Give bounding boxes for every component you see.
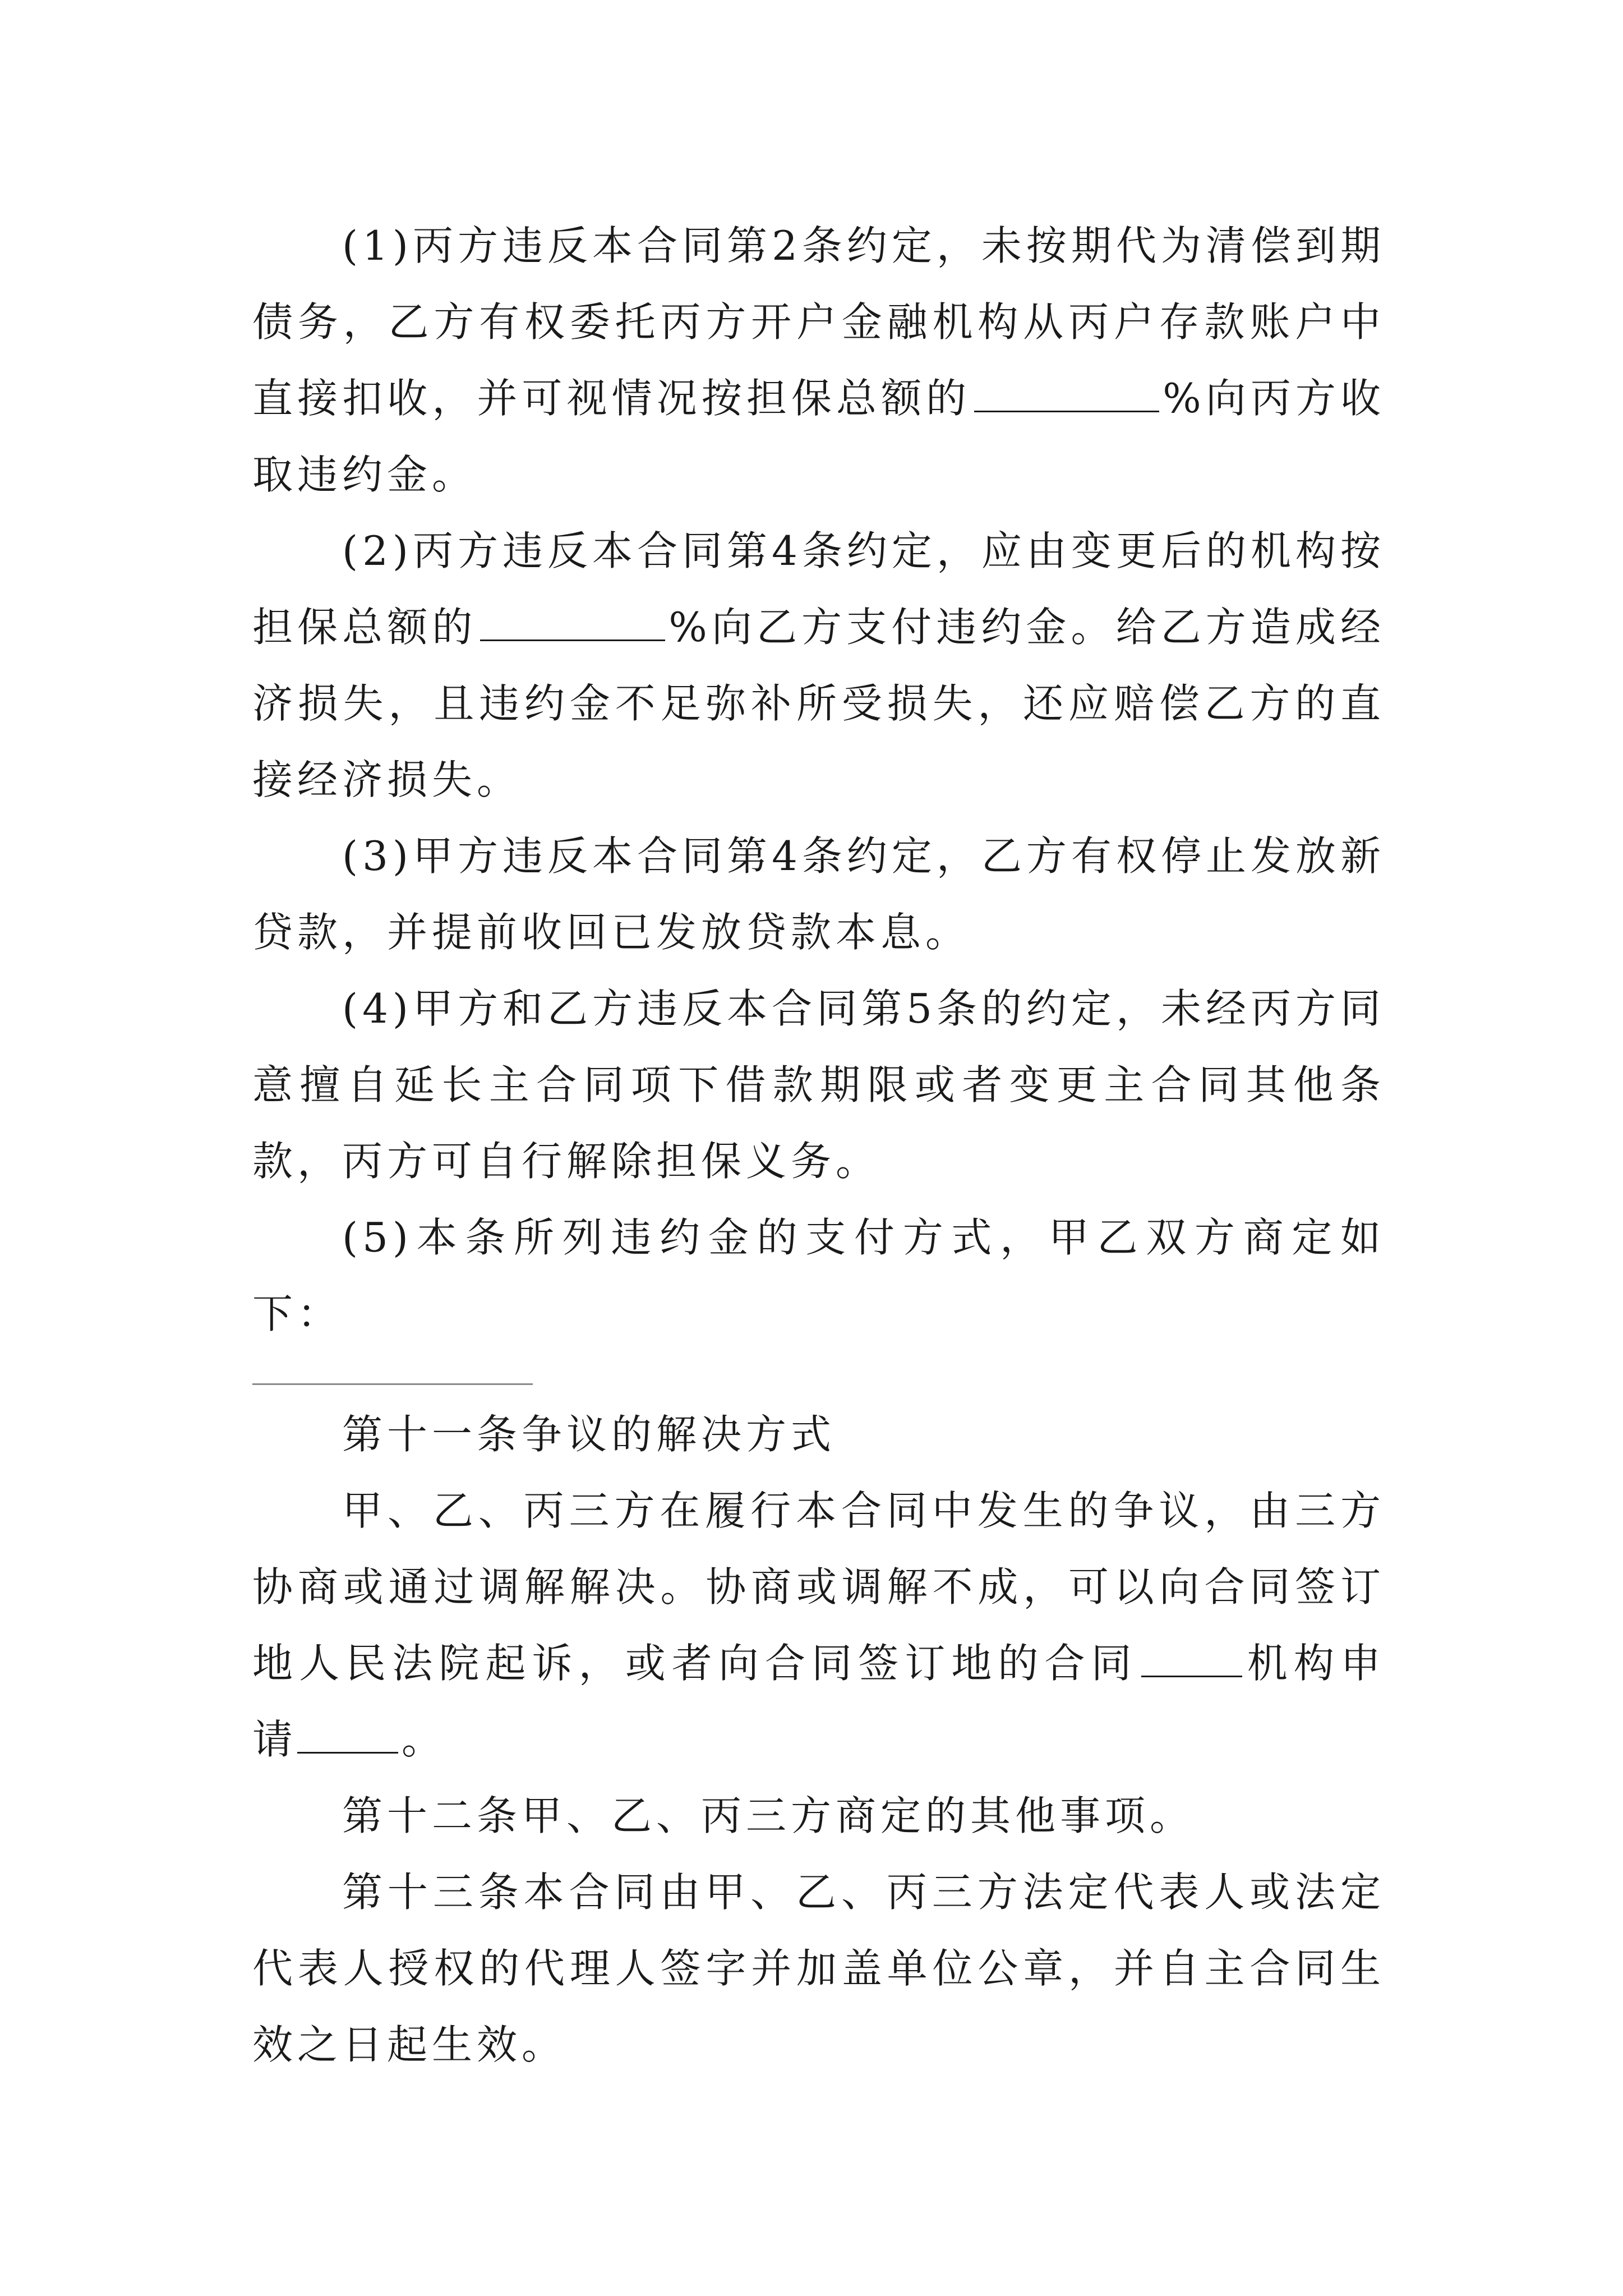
document-body xyxy=(252,208,1385,2083)
blank-field-penalty-rate-2[interactable] xyxy=(480,606,665,641)
blank-field-penalty-rate-1[interactable] xyxy=(974,377,1159,412)
article-12: 第十二条甲、乙、丙三方商定的其他事项。 xyxy=(342,1792,1195,1839)
blank-field-application-type[interactable] xyxy=(297,1718,398,1754)
article-11-title: 第十一条争议的解决方式 xyxy=(342,1411,836,1458)
article-11-text-middle: 机构申请 xyxy=(252,1640,1385,1763)
clause-1 xyxy=(252,208,1385,513)
clause-3: (3)甲方违反本合同第4条约定，乙方有权停止发放新贷款，并提前收回已发放贷款本息。 xyxy=(252,832,1385,956)
blank-field-arbitration-type[interactable] xyxy=(1141,1642,1242,1677)
clause-2-text-after: %向乙方支付违约金。给乙方造成经济损失，且违约金不足弥补所受损失，还应赔偿乙方的直接经济损失。 xyxy=(252,604,1385,803)
article-13: 第十三条本合同由甲、乙、丙三方法定代表人或法定代表人授权的代理人签字并加盖单位公章，并自主合同生效之日起生效。 xyxy=(252,1869,1385,2068)
clause-1-text-before: (1)丙方违反本合同第2条约定，未按期代为清偿到期债务，乙方有权委托丙方开户金融机构从丙户存款账户中直接扣收，并可视情况按担保总额的 xyxy=(252,222,1385,422)
article-11-body xyxy=(252,1473,1385,1778)
clause-4: (4)甲方和乙方违反本合同第5条的约定，未经丙方同意擅自延长主合同项下借款期限或者变更主合同其他条款，丙方可自行解除担保义务。 xyxy=(252,985,1385,1185)
separator-line xyxy=(252,1383,533,1385)
article-11-text-after: 。 xyxy=(402,1716,447,1763)
clause-5: (5)本条所列违约金的支付方式，甲乙双方商定如下： xyxy=(252,1214,1385,1337)
clause-1-text-after: %向丙方收取违约金。 xyxy=(252,375,1385,498)
article-11-text-before: 甲、乙、丙三方在履行本合同中发生的争议，由三方协商或通过调解解决。协商或调解不成，可以向合同签订地人民法院起诉，或者向合同签订地的合同 xyxy=(252,1487,1385,1687)
clause-2 xyxy=(252,513,1385,818)
clause-2-text-before: (2)丙方违反本合同第4条约定，应由变更后的机构按担保总额的 xyxy=(252,527,1385,651)
